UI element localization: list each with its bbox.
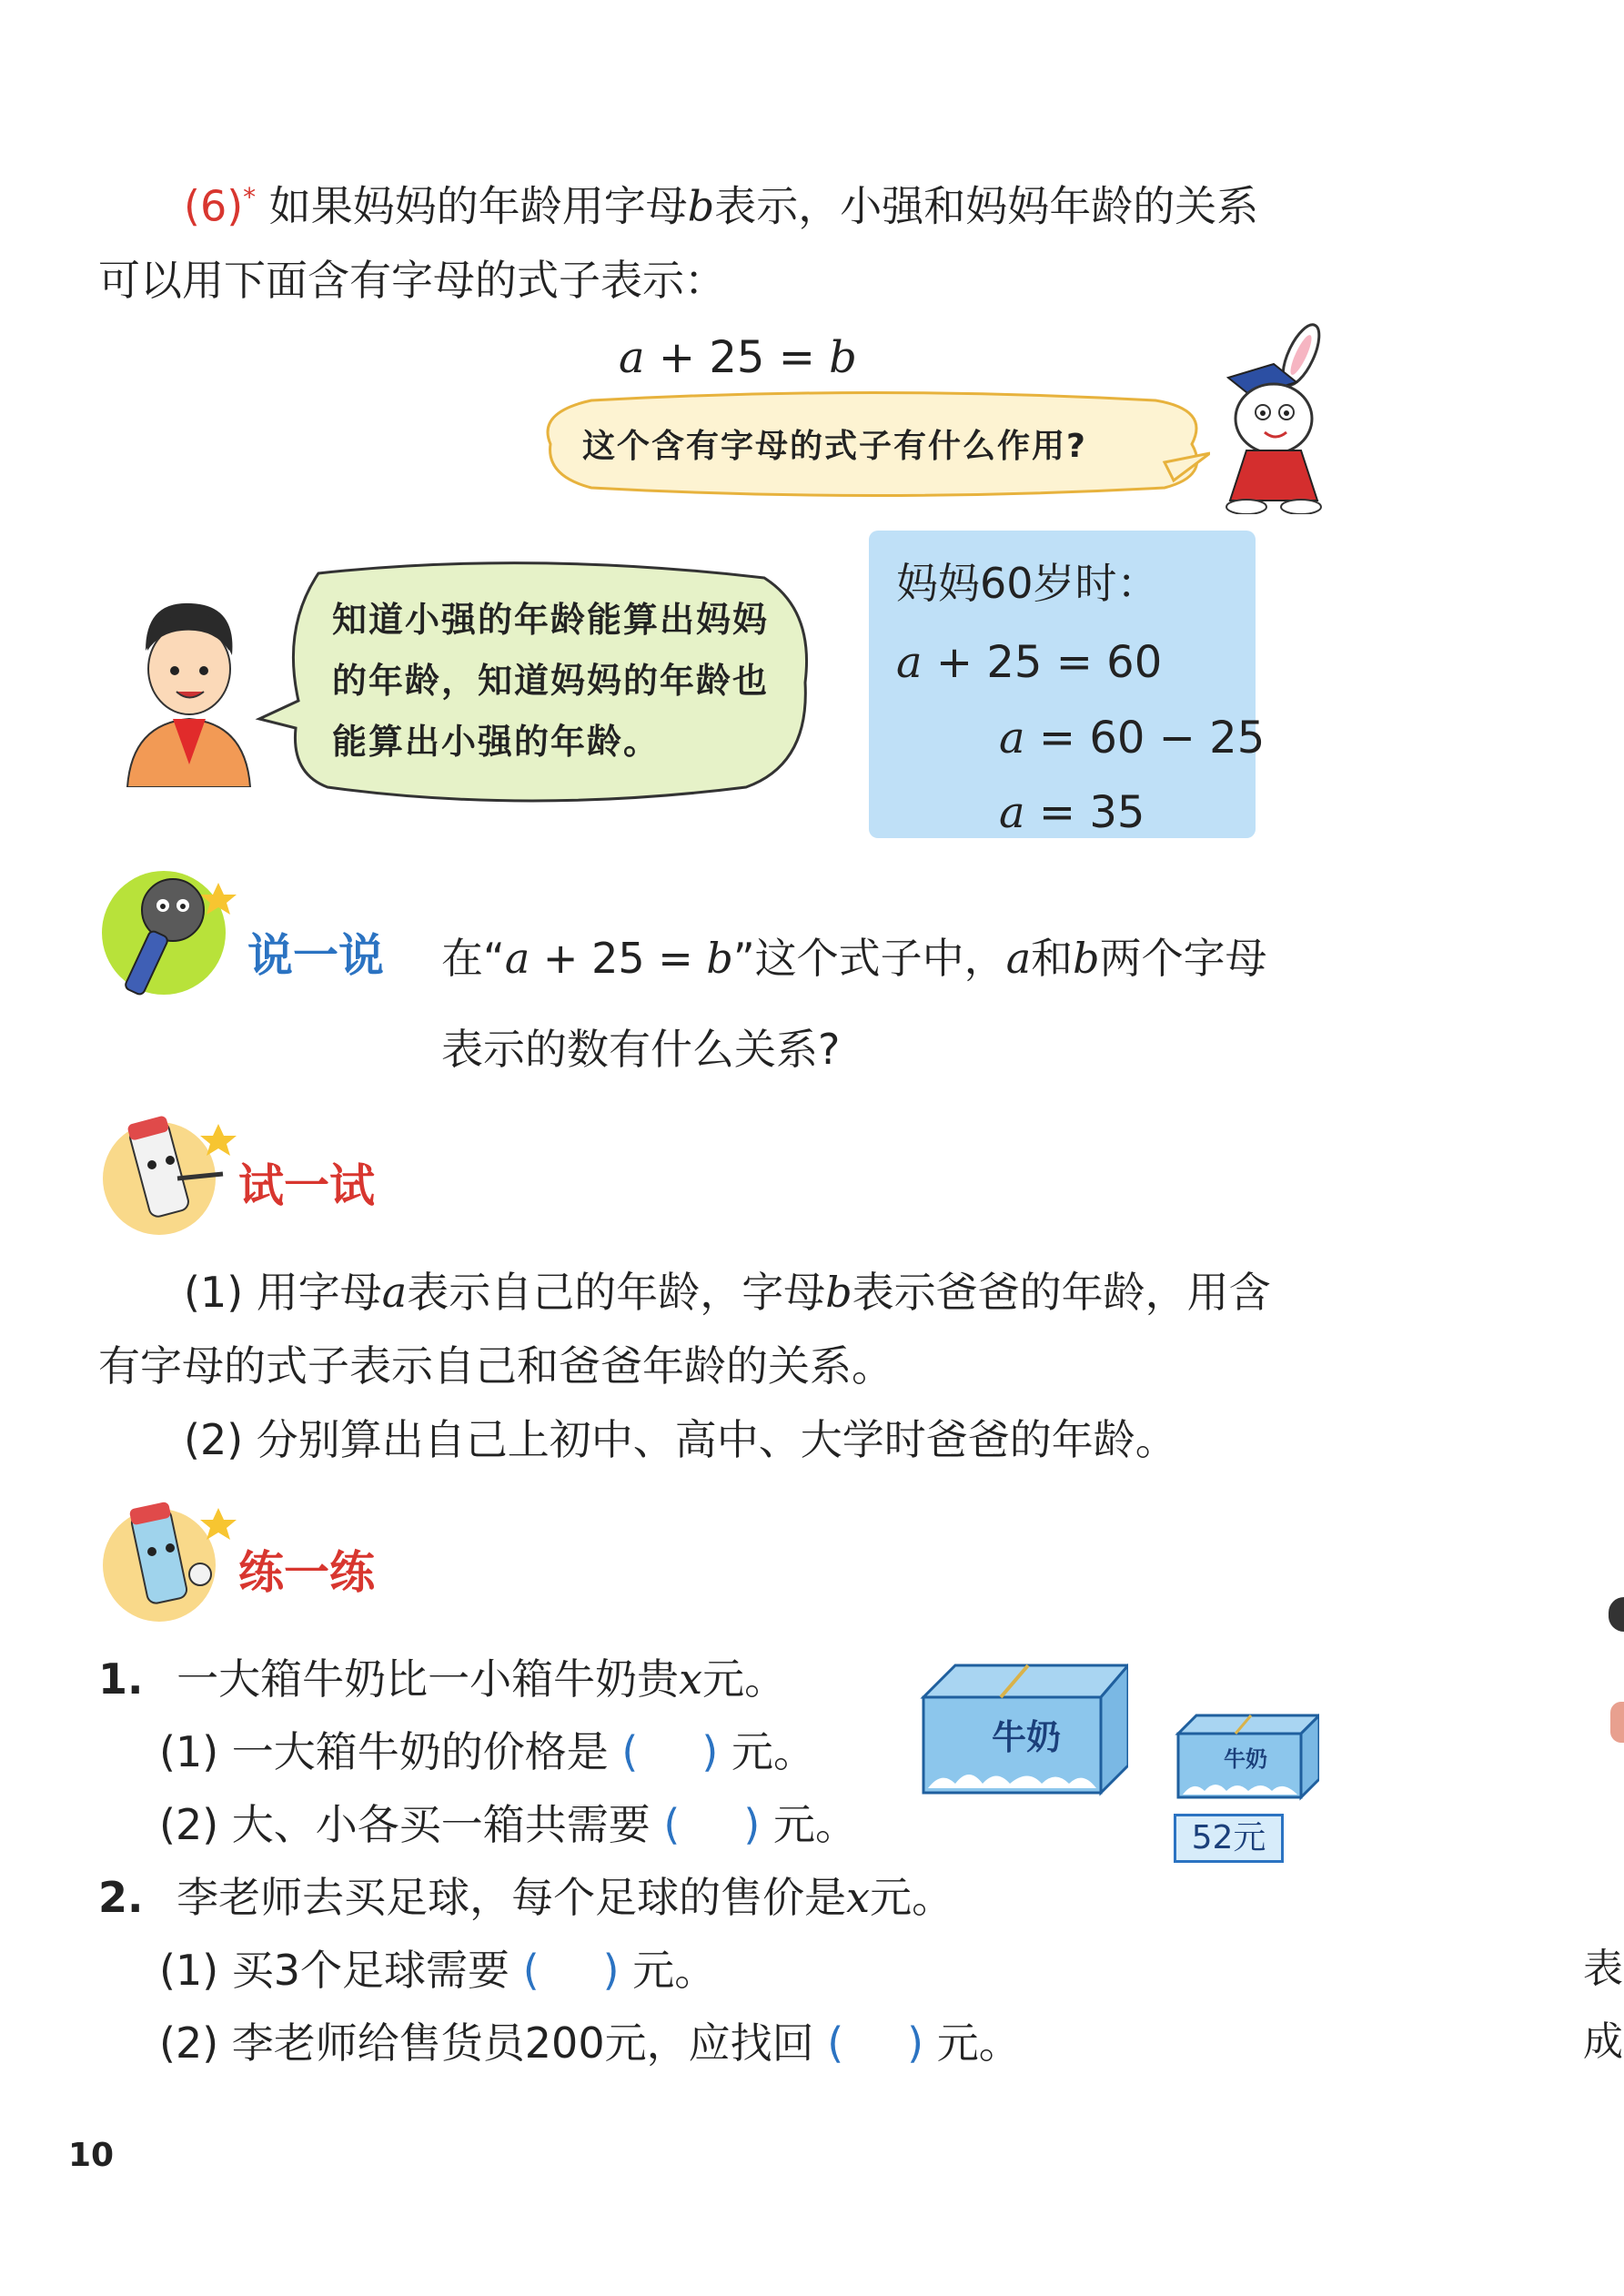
problem1-sub2 xyxy=(159,1800,857,1849)
calc-var: a xyxy=(999,787,1025,838)
blank-open: ( xyxy=(827,2018,844,2068)
boy-bubble-line2: 的年龄，知道妈妈的年龄也 xyxy=(332,661,770,701)
shuo-text: 两个字母 xyxy=(1099,934,1267,983)
shi-text: (1) 用字母 xyxy=(184,1268,382,1317)
shuo-text: 和 xyxy=(1031,934,1074,983)
calc-var: a xyxy=(999,713,1025,764)
big-box-label: 牛奶 xyxy=(992,1717,1062,1757)
problem1-line xyxy=(98,1654,787,1704)
shi-q1-line2: 有字母的式子表示自己和爸爸年龄的关系。 xyxy=(98,1341,893,1391)
price-tag: 52元 xyxy=(1174,1814,1284,1863)
problem2-sub1 xyxy=(159,1946,717,1995)
lian-label: 练一练 xyxy=(238,1546,375,1599)
section-number: (6) xyxy=(184,181,244,231)
problem2-var: x xyxy=(846,1873,871,1922)
sub-text: (2) 李老师给售货员200元，应找回 xyxy=(159,2018,814,2068)
shuo-text: + 25 = xyxy=(530,934,707,983)
shi-q2: (2) 分别算出自己上初中、高中、大学时爸爸的年龄。 xyxy=(184,1415,1177,1464)
rabbit-bubble-text: 这个含有字母的式子有什么作用? xyxy=(582,428,1087,465)
formula xyxy=(619,332,857,383)
calc-row-3 xyxy=(999,787,1145,838)
formula-var-a: a xyxy=(619,332,645,383)
shuo-var: a xyxy=(1005,934,1032,983)
yuan-text: 元。 xyxy=(632,1946,717,1995)
sub-text: (1) 买3个足球需要 xyxy=(159,1946,510,1995)
edge-fragment-icon xyxy=(1609,1597,1624,1632)
problem2-sub2 xyxy=(159,2018,1021,2068)
calc-expr: = 60 − 25 xyxy=(1024,713,1266,764)
shi-var: b xyxy=(825,1268,852,1317)
calc-row-1 xyxy=(896,637,1162,688)
problem1-text: 元。 xyxy=(702,1654,787,1704)
boy-bubble-line1: 知道小强的年龄能算出妈妈 xyxy=(332,600,770,640)
shi-q1-line1 xyxy=(184,1268,1271,1317)
shuo-text: ”这个式子中， xyxy=(732,934,1006,983)
blank-close: ) xyxy=(907,2018,924,2068)
shuo-text: 在“ xyxy=(441,934,505,983)
problem2-number: 2. xyxy=(98,1873,144,1922)
shi-label: 试一试 xyxy=(238,1159,375,1212)
problem2-text: 元。 xyxy=(870,1873,954,1922)
rabbit-teacher-icon xyxy=(1210,323,1347,514)
section6-text-a: 如果妈妈的年龄用字母 xyxy=(268,181,688,231)
edge-fragment-icon xyxy=(1610,1702,1624,1743)
shuo-var: b xyxy=(706,934,733,983)
blank-open: ( xyxy=(663,1800,681,1849)
problem1-text: 一大箱牛奶比一小箱牛奶贵 xyxy=(177,1654,680,1704)
problem1-var: x xyxy=(679,1654,703,1704)
calc-expr: = 35 xyxy=(1024,787,1145,838)
shuo-line1 xyxy=(441,934,1267,983)
yuan-text: 元。 xyxy=(731,1727,815,1776)
sub-text: (1) 一大箱牛奶的价格是 xyxy=(159,1727,609,1776)
var-b: b xyxy=(687,181,715,231)
blank-close: ) xyxy=(602,1946,620,1995)
formula-var-b: b xyxy=(829,332,857,383)
shuo-var: b xyxy=(1073,934,1100,983)
section6-text-b: 表示，小强和妈妈年龄的关系 xyxy=(714,181,1259,231)
problem2-text: 李老师去买足球，每个足球的售价是 xyxy=(177,1873,847,1922)
blank-open: ( xyxy=(522,1946,540,1995)
sub-text: (2) 大、小各买一箱共需要 xyxy=(159,1800,651,1849)
shi-text: 表示自己的年龄，字母 xyxy=(407,1268,826,1317)
small-box-label: 牛奶 xyxy=(1224,1746,1267,1772)
problem1-number: 1. xyxy=(98,1654,144,1704)
page-number: 10 xyxy=(68,2137,115,2174)
yuan-text: 元。 xyxy=(772,1800,857,1849)
section6-line2: 可以用下面含有字母的式子表示： xyxy=(98,256,726,305)
boy-icon xyxy=(118,596,255,787)
calc-var: a xyxy=(896,637,923,688)
shuo-var: a xyxy=(504,934,530,983)
blank-open: ( xyxy=(621,1727,639,1776)
shuo-line2: 表示的数有什么关系? xyxy=(441,1025,841,1074)
problem1-sub1 xyxy=(159,1727,815,1776)
pencil-mascot-icon xyxy=(96,1106,241,1251)
problem2-line xyxy=(98,1873,954,1922)
calc-title: 妈妈60岁时： xyxy=(896,559,1159,608)
calc-expr: + 25 = 60 xyxy=(922,637,1163,688)
edge-char-2: 成 xyxy=(1583,2018,1623,2065)
pencil-thumbsup-mascot-icon xyxy=(96,1488,241,1633)
formula-mid: + 25 = xyxy=(644,332,830,383)
shuo-label: 说一说 xyxy=(247,929,384,982)
shi-text: 表示爸爸的年龄，用含 xyxy=(852,1268,1271,1317)
yuan-text: 元。 xyxy=(936,2018,1021,2068)
calc-row-2 xyxy=(999,713,1265,764)
microphone-mascot-icon xyxy=(96,860,241,1006)
section6-line1 xyxy=(184,181,1259,231)
boy-bubble-line3: 能算出小强的年龄。 xyxy=(332,722,661,762)
blank-close: ) xyxy=(701,1727,719,1776)
shi-var: a xyxy=(381,1268,408,1317)
star-mark: * xyxy=(243,182,257,212)
blank-close: ) xyxy=(743,1800,761,1849)
edge-char-1: 表 xyxy=(1583,1946,1623,1992)
